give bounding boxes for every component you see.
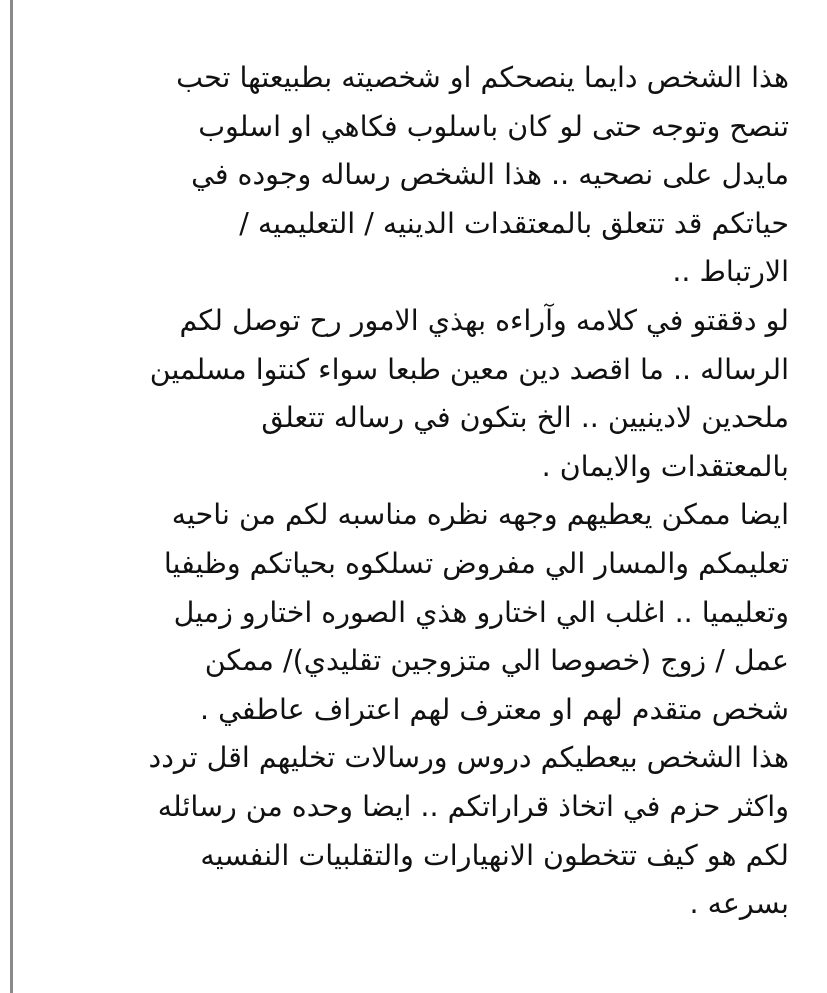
note-line: شخص متقدم لهم او معترف لهم اعتراف عاطفي .	[199, 692, 789, 726]
note-line: هذا الشخص بيعطيكم دروس ورسالات تخليهم اقل تردد	[148, 741, 789, 775]
note-line: تعليمكم والمسار الي مفروض تسلكوه بحياتكم وظيفيا	[163, 546, 789, 580]
note-line: تنصح وتوجه حتى لو كان باسلوب فكاهي او اسلوب	[198, 109, 789, 143]
note-line: الرساله .. ما اقصد دين معين طبعا سواء كنتوا مسلمين	[149, 352, 789, 386]
note-line: حياتكم قد تتعلق بالمعتقدات الدينيه / التعليميه /	[239, 206, 789, 240]
note-line: بسرعه .	[689, 887, 789, 921]
note-line: مايدل على نصحيه .. هذا الشخص رساله وجوده في	[191, 158, 789, 192]
note-line: الارتباط ..	[672, 255, 789, 289]
note-line: لو دققتو في كلامه وآراءه بهذي الامور رح توصل لكم	[179, 303, 789, 337]
note-line: وتعليميا .. اغلب الي اختارو هذي الصوره اختارو زميل	[173, 595, 789, 629]
note-line: هذا الشخص دايما ينصحكم او شخصيته بطبيعتها تحب	[176, 61, 789, 94]
note-text-block	[50, 54, 789, 929]
note-line: لكم هو كيف تتخطون الانهيارات والتقلبيات النفسيه	[200, 838, 789, 872]
left-border-rule	[10, 0, 13, 993]
note-line: واكثر حزم في اتخاذ قراراتكم .. ايضا وحده من رسائله	[157, 789, 789, 823]
note-line: ايضا ممكن يعطيهم وجهه نظره مناسبه لكم من ناحيه	[171, 498, 789, 532]
note-line: بالمعتقدات والايمان .	[541, 449, 789, 483]
note-line: عمل / زوج (خصوصا الي متزوجين تقليدي)/ ممكن	[204, 644, 789, 678]
note-line: ملحدين لادينيين .. الخ بتكون في رساله تتعلق	[261, 401, 789, 435]
